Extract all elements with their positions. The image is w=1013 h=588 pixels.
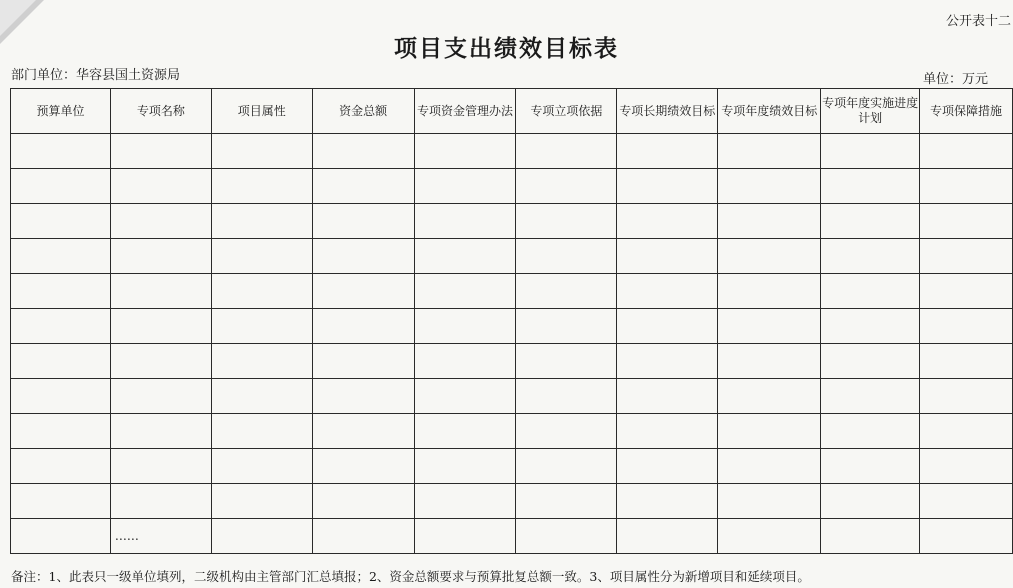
col-header: 专项立项依据 <box>516 89 617 134</box>
department-label: 部门单位：华容县国土资源局 <box>11 68 181 83</box>
table-cell <box>110 204 211 239</box>
table-cell <box>11 134 111 169</box>
table-cell <box>414 484 516 519</box>
table-cell <box>211 204 312 239</box>
table-cell <box>617 449 718 484</box>
table-cell <box>821 274 920 309</box>
table-row <box>11 169 1013 204</box>
table-cell <box>312 204 414 239</box>
table-cell <box>414 274 516 309</box>
table-cell <box>414 169 516 204</box>
col-header: 专项名称 <box>110 89 211 134</box>
table-cell <box>920 274 1013 309</box>
table-cell <box>821 134 920 169</box>
table-row <box>11 519 1013 554</box>
table-row <box>11 274 1013 309</box>
table-cell <box>11 449 111 484</box>
col-header: 资金总额 <box>312 89 414 134</box>
table-row <box>11 379 1013 414</box>
table-cell <box>920 414 1013 449</box>
table-cell <box>516 169 617 204</box>
table-cell <box>920 449 1013 484</box>
table-cell <box>516 379 617 414</box>
table-cell <box>718 379 821 414</box>
table-cell <box>617 169 718 204</box>
table-cell <box>718 414 821 449</box>
table-cell <box>211 309 312 344</box>
table-cell <box>211 169 312 204</box>
table-cell <box>110 169 211 204</box>
table-cell <box>821 169 920 204</box>
table-cell <box>920 239 1013 274</box>
table-cell <box>617 274 718 309</box>
table-cell <box>312 169 414 204</box>
col-header: 专项资金管理办法 <box>414 89 516 134</box>
table-cell <box>312 484 414 519</box>
table-cell <box>617 239 718 274</box>
table-cell <box>211 484 312 519</box>
table-cell <box>516 414 617 449</box>
table-cell <box>516 449 617 484</box>
table-cell <box>516 239 617 274</box>
table-cell <box>920 379 1013 414</box>
table-cell <box>821 309 920 344</box>
table-header-row <box>11 89 1013 134</box>
table-cell <box>821 379 920 414</box>
table-cell <box>920 169 1013 204</box>
table-cell <box>11 204 111 239</box>
table-cell <box>312 414 414 449</box>
table-cell <box>821 344 920 379</box>
table-cell <box>617 484 718 519</box>
table-cell <box>920 519 1013 554</box>
table-cell <box>821 414 920 449</box>
table-cell <box>211 519 312 554</box>
table-cell <box>718 204 821 239</box>
table-cell <box>110 239 211 274</box>
page-title: 项目支出绩效目标表 <box>394 35 619 62</box>
table-cell <box>516 309 617 344</box>
table-cell <box>414 379 516 414</box>
table-cell <box>312 449 414 484</box>
col-header: 专项年度绩效目标 <box>718 89 821 134</box>
table-cell <box>920 484 1013 519</box>
table-cell <box>414 449 516 484</box>
table-cell <box>11 519 111 554</box>
table-cell <box>211 239 312 274</box>
table-row <box>11 414 1013 449</box>
table-cell <box>516 204 617 239</box>
table-cell <box>617 379 718 414</box>
table-cell <box>718 449 821 484</box>
table-cell <box>617 309 718 344</box>
table-cell <box>211 134 312 169</box>
table-cell <box>516 484 617 519</box>
table-cell <box>718 344 821 379</box>
ellipsis-cell: …… <box>110 519 211 554</box>
table-cell <box>110 379 211 414</box>
table-cell <box>110 449 211 484</box>
table-cell <box>920 204 1013 239</box>
table-row <box>11 134 1013 169</box>
table-cell <box>110 484 211 519</box>
table-cell <box>11 169 111 204</box>
table-cell <box>920 344 1013 379</box>
table-cell <box>821 239 920 274</box>
table-cell <box>11 344 111 379</box>
table-cell <box>11 414 111 449</box>
table-cell <box>821 204 920 239</box>
table-cell <box>312 309 414 344</box>
table-cell <box>617 204 718 239</box>
col-header: 专项长期绩效目标 <box>617 89 718 134</box>
table-cell <box>312 274 414 309</box>
footnote: 备注：1、此表只一级单位填列，二级机构由主管部门汇总填报；2、资金总额要求与预算批复总额一致。3、项目属性分为新增项目和延续项目。 <box>11 569 810 584</box>
table-cell <box>718 519 821 554</box>
table-cell <box>821 519 920 554</box>
form-number: 公开表十二 <box>945 14 1011 29</box>
col-header: 专项年度实施进度计划 <box>821 89 920 134</box>
table-row <box>11 204 1013 239</box>
col-header: 项目属性 <box>211 89 312 134</box>
table-cell <box>211 344 312 379</box>
table-cell <box>110 344 211 379</box>
table-cell <box>312 239 414 274</box>
col-header: 预算单位 <box>11 89 111 134</box>
table-cell <box>414 309 516 344</box>
table-cell <box>11 484 111 519</box>
table-cell <box>110 274 211 309</box>
table-cell <box>110 134 211 169</box>
table-cell <box>516 134 617 169</box>
table-cell <box>414 134 516 169</box>
table-row <box>11 309 1013 344</box>
table-cell <box>11 379 111 414</box>
table-row <box>11 484 1013 519</box>
table-cell <box>718 309 821 344</box>
table-cell <box>211 449 312 484</box>
performance-table <box>10 88 1013 554</box>
table-cell <box>920 134 1013 169</box>
table-cell <box>312 134 414 169</box>
table-row <box>11 239 1013 274</box>
table-cell <box>617 519 718 554</box>
col-header: 专项保障措施 <box>920 89 1013 134</box>
table-cell <box>11 239 111 274</box>
table-cell <box>414 204 516 239</box>
table-body <box>11 134 1013 554</box>
unit-label: 单位：万元 <box>922 72 988 87</box>
table-cell <box>718 239 821 274</box>
table-cell <box>821 449 920 484</box>
table-cell <box>312 379 414 414</box>
table-cell <box>821 484 920 519</box>
table-cell <box>718 484 821 519</box>
performance-table-wrapper <box>10 88 1013 554</box>
table-cell <box>11 309 111 344</box>
table-cell <box>312 344 414 379</box>
table-cell <box>617 344 718 379</box>
table-cell <box>920 309 1013 344</box>
table-cell <box>718 169 821 204</box>
table-row <box>11 449 1013 484</box>
table-cell <box>617 134 718 169</box>
table-row <box>11 344 1013 379</box>
table-cell <box>516 519 617 554</box>
table-cell <box>110 309 211 344</box>
table-cell <box>110 414 211 449</box>
table-cell <box>414 414 516 449</box>
table-cell <box>414 519 516 554</box>
table-cell <box>414 239 516 274</box>
table-cell <box>211 379 312 414</box>
table-cell <box>516 344 617 379</box>
table-cell <box>617 414 718 449</box>
table-cell <box>414 344 516 379</box>
table-cell <box>11 274 111 309</box>
table-cell <box>718 134 821 169</box>
table-cell <box>211 414 312 449</box>
table-cell <box>516 274 617 309</box>
table-cell <box>718 274 821 309</box>
table-cell <box>211 274 312 309</box>
table-cell <box>312 519 414 554</box>
